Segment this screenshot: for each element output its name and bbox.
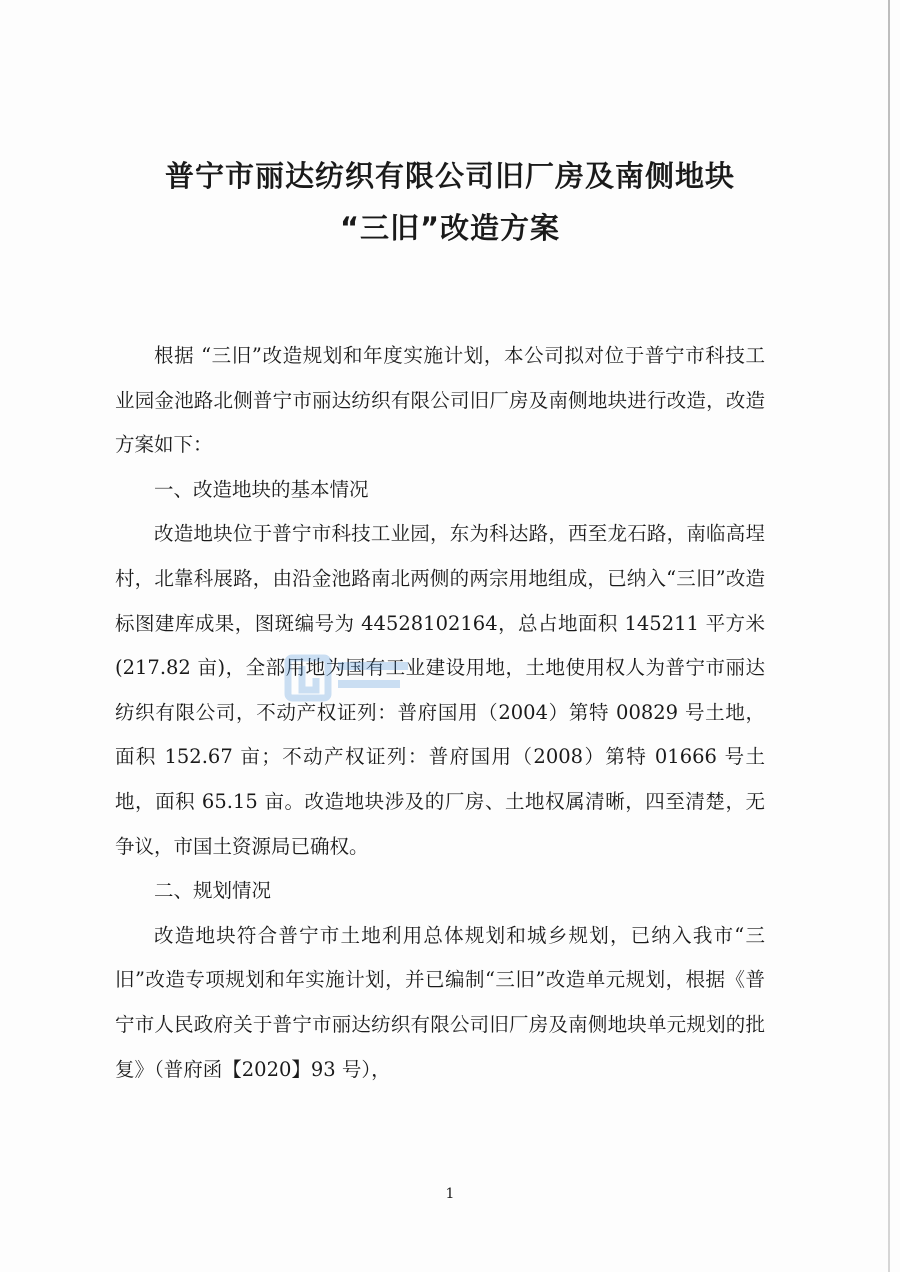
document-body xyxy=(115,334,765,1092)
title-line-1: 普宁市丽达纺织有限公司旧厂房及南侧地块 xyxy=(164,159,735,193)
planning-paragraph: 改造地块符合普宁市土地利用总体规划和城乡规划，已纳入我市“三旧”改造专项规划和年实施计划，并已编制“三旧”改造单元规划，根据《普宁市人民政府关于普宁市丽达纺织有限公司旧厂房及南侧地块单元规划的批复》（普府函【2020】93 号）， xyxy=(115,923,765,1081)
page-number: 1 xyxy=(445,1186,455,1202)
document-title xyxy=(60,150,840,254)
intro-paragraph: 根据 “三旧”改造规划和年度实施计划，本公司拟对位于普宁市科技工业园金池路北侧普宁市丽达纺织有限公司旧厂房及南侧地块进行改造，改造方案如下： xyxy=(115,344,765,457)
basic-info-paragraph: 改造地块位于普宁市科技工业园，东为科达路，西至龙石路，南临高埕村，北靠科展路，由沿金池路南北两侧的两宗用地组成，已纳入“三旧”改造标图建库成果，图斑编号为 44528102164，总占地面积 145211 平方米(217.82 亩)，全部用地为国有工业建设用地，土地使用权人为普宁市丽达纺织有限公司，不动产权证列：普府国用（2004）第特 00829 号土地，面积 152.67 亩；不动产权证列：普府国用（2008）第特 01666 号土地，面积 65.15 亩。改造地块涉及的厂房、土地权属清晰，四至清楚，无争议，市国土资源局已确权。 xyxy=(115,522,765,858)
section-heading-planning: 二、规划情况 xyxy=(154,879,272,903)
scan-edge xyxy=(888,0,890,1272)
house-logo-icon xyxy=(282,636,422,716)
title-line-2: “三旧”改造方案 xyxy=(339,211,561,245)
section-heading-basic-info: 一、改造地块的基本情况 xyxy=(154,477,369,501)
